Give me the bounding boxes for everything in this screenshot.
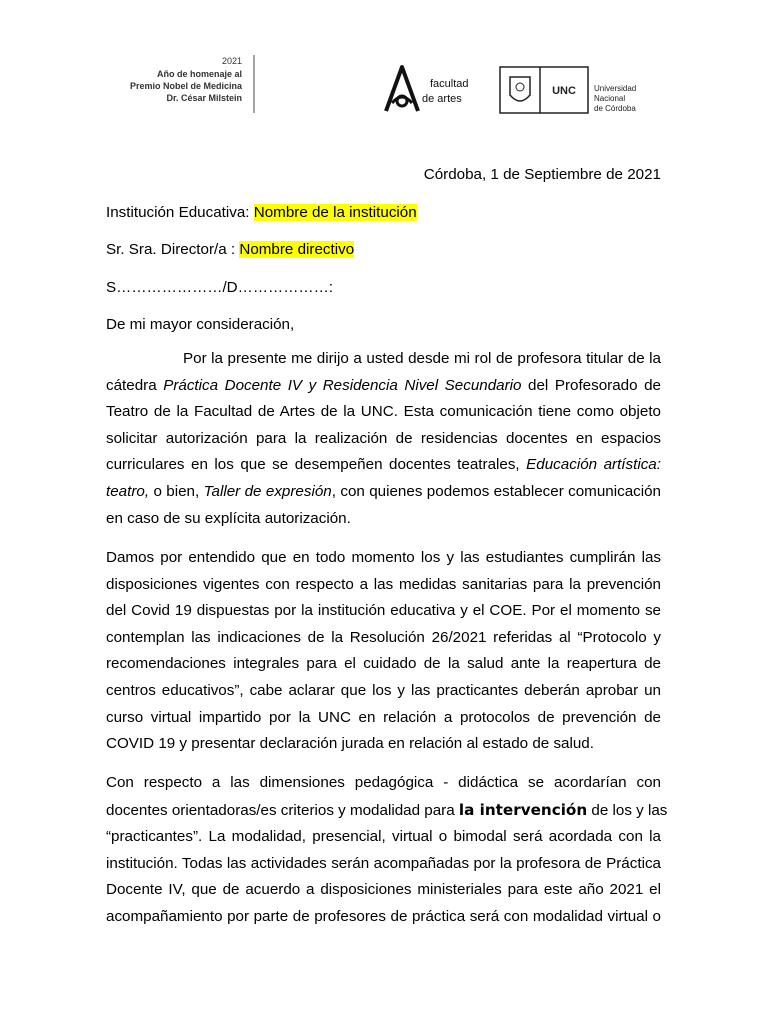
institution-label: Institución Educativa: <box>106 204 254 221</box>
p3-line: Docente IV, que de acuerdo a disposiciones ministeriales para este año 2021 el <box>106 881 661 899</box>
facultad-artes-logo-icon <box>386 67 418 111</box>
homage-line1: Año de homenaje al <box>156 69 242 79</box>
p1-line: curriculares en los que se desempeñen docentes teatrales, Educación artística: <box>106 456 661 474</box>
letter-date: Córdoba, 1 de Septiembre de 2021 <box>423 166 661 183</box>
institution-placeholder: Nombre de la institución <box>253 204 417 221</box>
homage-line3: Dr. César Milstein <box>166 93 242 103</box>
letterhead-graphics <box>120 47 650 127</box>
p1-line: Por la presente me dirijo a usted desde mi rol de profesora titular de la <box>183 350 661 367</box>
p3-line: acompañamiento por parte de profesores de práctica será con modalidad virtual o <box>106 907 661 925</box>
director-placeholder: Nombre directivo <box>239 241 355 258</box>
p2-line: Damos por entendido que en todo momento los y las estudiantes cumplirán las <box>106 549 661 566</box>
p2-line: recomendaciones integrales para el cuidado de la salud ante la reapertura de <box>106 655 661 673</box>
p2-line: COVID 19 y presentar declaración jurada en relación al estado de salud. <box>106 735 594 753</box>
p1-line: Teatro de la Facultad de Artes de la UNC. Esta comunicación tiene como objeto <box>106 403 661 421</box>
p1-line: solicitar autorización para la realización de residencias docentes en espacios <box>106 429 661 447</box>
p1-line: en caso de su explícita autorización. <box>106 509 351 527</box>
p2-line: centros educativos”, cabe aclarar que los y las practicantes deberán aprobar un <box>106 681 661 699</box>
p2-line: disposiciones vigentes con respecto a las medidas sanitarias para la prevención <box>106 575 661 593</box>
paragraph-2 <box>106 545 661 758</box>
p1-line: teatro, o bien, Taller de expresión, con quienes podemos establecer comunicación <box>106 482 662 500</box>
unc-shield-icon <box>510 77 530 101</box>
institution-line <box>106 204 417 221</box>
greeting: De mi mayor consideración, <box>106 316 295 333</box>
emphasis-intervention: la intervención <box>458 800 588 819</box>
p2-line: contemplan las indicaciones de la Resolución 26/2021 referidas al “Protocolo y <box>106 628 661 646</box>
homage-year: 2021 <box>221 56 242 66</box>
paragraph-3 <box>106 770 668 931</box>
university-line2: Nacional <box>594 94 626 103</box>
unc-abbrev: UNC <box>552 85 576 97</box>
homage-line2: Premio Nobel de Medicina <box>129 81 242 91</box>
paragraph-1 <box>106 346 661 532</box>
university-line3: de Córdoba <box>594 104 636 113</box>
p2-line: del Covid 19 dispuestas por la institución educativa y el COE. Por el momento se <box>106 602 661 620</box>
faculty-line1: facultad <box>430 78 469 90</box>
p1-line: cátedra Práctica Docente IV y Residencia Nivel Secundario del Profesorado de <box>106 376 661 394</box>
p3-line: institución. Todas las actividades serán acompañadas por la profesora de Práctica <box>106 854 661 872</box>
letterhead <box>120 47 650 127</box>
course-name: Práctica Docente IV y Residencia Nivel Secundario <box>163 376 522 394</box>
p2-line: curso virtual impartido por la UNC en relación a protocolos de prevención de <box>106 708 661 726</box>
director-line <box>106 241 354 258</box>
university-line1: Universidad <box>594 84 637 93</box>
faculty-line2: de artes <box>422 93 462 105</box>
p3-line: “practicantes”. La modalidad, presencial, virtual o bimodal será acordada con la <box>106 828 661 846</box>
p3-line: docentes orientadoras/es criterios y modalidad para la intervención de los y las <box>106 800 668 819</box>
sd-line: S…………………/D………………: <box>106 279 333 296</box>
p3-line: Con respecto a las dimensiones pedagógica - didáctica se acordarían con <box>106 774 661 791</box>
director-label: Sr. Sra. Director/a : <box>106 241 240 258</box>
